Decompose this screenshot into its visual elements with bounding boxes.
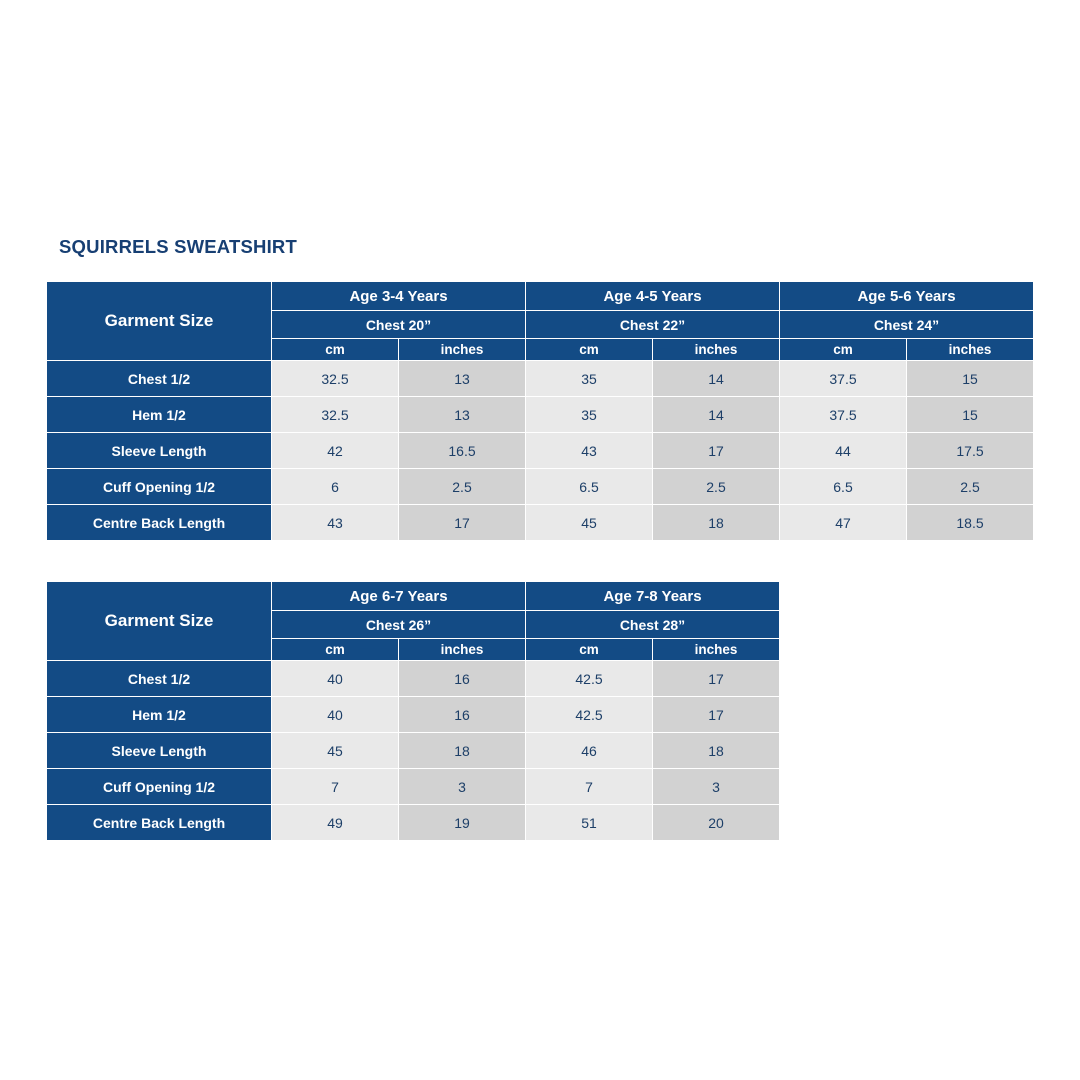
cell-inches: 2.5 [399,469,526,505]
cell-inches: 3 [399,769,526,805]
cell-cm: 47 [780,505,907,541]
table-row [47,805,780,841]
unit-header-inches: inches [399,639,526,661]
unit-header-inches: inches [399,339,526,361]
cell-inches: 17 [653,433,780,469]
cell-inches: 13 [399,361,526,397]
cell-cm: 32.5 [272,397,399,433]
age-header: Age 3-4 Years [272,282,526,311]
table-row [47,361,1034,397]
row-label: Chest 1/2 [47,361,272,397]
cell-inches: 15 [907,361,1034,397]
row-label: Sleeve Length [47,733,272,769]
row-label: Hem 1/2 [47,397,272,433]
table-row [47,733,780,769]
cell-inches: 20 [653,805,780,841]
chest-header: Chest 28” [526,611,780,639]
unit-header-inches: inches [653,639,780,661]
cell-inches: 18 [399,733,526,769]
cell-cm: 51 [526,805,653,841]
table-row [47,697,780,733]
size-table-2 [46,581,780,841]
cell-cm: 40 [272,697,399,733]
unit-header-inches: inches [907,339,1034,361]
cell-cm: 7 [272,769,399,805]
chest-header: Chest 24” [780,311,1034,339]
cell-inches: 14 [653,397,780,433]
cell-cm: 42.5 [526,697,653,733]
cell-cm: 37.5 [780,397,907,433]
cell-inches: 3 [653,769,780,805]
chest-header: Chest 20” [272,311,526,339]
row-label: Hem 1/2 [47,697,272,733]
cell-inches: 17 [653,661,780,697]
chest-header: Chest 26” [272,611,526,639]
cell-cm: 42 [272,433,399,469]
cell-inches: 17 [399,505,526,541]
cell-cm: 46 [526,733,653,769]
cell-inches: 14 [653,361,780,397]
cell-cm: 6.5 [526,469,653,505]
cell-inches: 13 [399,397,526,433]
unit-header-cm: cm [272,339,399,361]
cell-cm: 49 [272,805,399,841]
cell-cm: 6 [272,469,399,505]
row-label: Cuff Opening 1/2 [47,469,272,505]
cell-inches: 16 [399,661,526,697]
cell-cm: 37.5 [780,361,907,397]
age-header: Age 5-6 Years [780,282,1034,311]
cell-inches: 2.5 [653,469,780,505]
table-row [47,661,780,697]
cell-cm: 40 [272,661,399,697]
cell-cm: 42.5 [526,661,653,697]
table-row [47,769,780,805]
unit-header-cm: cm [526,639,653,661]
unit-header-cm: cm [526,339,653,361]
cell-cm: 6.5 [780,469,907,505]
cell-inches: 2.5 [907,469,1034,505]
cell-inches: 18.5 [907,505,1034,541]
age-header: Age 6-7 Years [272,582,526,611]
cell-cm: 32.5 [272,361,399,397]
row-label: Chest 1/2 [47,661,272,697]
size-table-1 [46,281,1034,541]
cell-inches: 15 [907,397,1034,433]
chest-header: Chest 22” [526,311,780,339]
cell-cm: 35 [526,397,653,433]
cell-cm: 43 [272,505,399,541]
row-label: Sleeve Length [47,433,272,469]
unit-header-inches: inches [653,339,780,361]
garment-size-header: Garment Size [47,282,272,361]
garment-size-header: Garment Size [47,582,272,661]
cell-cm: 35 [526,361,653,397]
cell-cm: 45 [272,733,399,769]
page-title: SQUIRRELS SWEATSHIRT [59,236,297,257]
unit-header-cm: cm [272,639,399,661]
cell-inches: 18 [653,733,780,769]
unit-header-cm: cm [780,339,907,361]
table-row [47,397,1034,433]
row-label: Centre Back Length [47,505,272,541]
cell-cm: 7 [526,769,653,805]
age-header: Age 4-5 Years [526,282,780,311]
header-row-age [47,282,1034,311]
table-row [47,505,1034,541]
table-row [47,433,1034,469]
age-header: Age 7-8 Years [526,582,780,611]
row-label: Cuff Opening 1/2 [47,769,272,805]
cell-cm: 44 [780,433,907,469]
header-row-age [47,582,780,611]
cell-cm: 45 [526,505,653,541]
cell-cm: 43 [526,433,653,469]
cell-inches: 19 [399,805,526,841]
cell-inches: 16.5 [399,433,526,469]
cell-inches: 17 [653,697,780,733]
table-row [47,469,1034,505]
row-label: Centre Back Length [47,805,272,841]
cell-inches: 18 [653,505,780,541]
cell-inches: 17.5 [907,433,1034,469]
cell-inches: 16 [399,697,526,733]
